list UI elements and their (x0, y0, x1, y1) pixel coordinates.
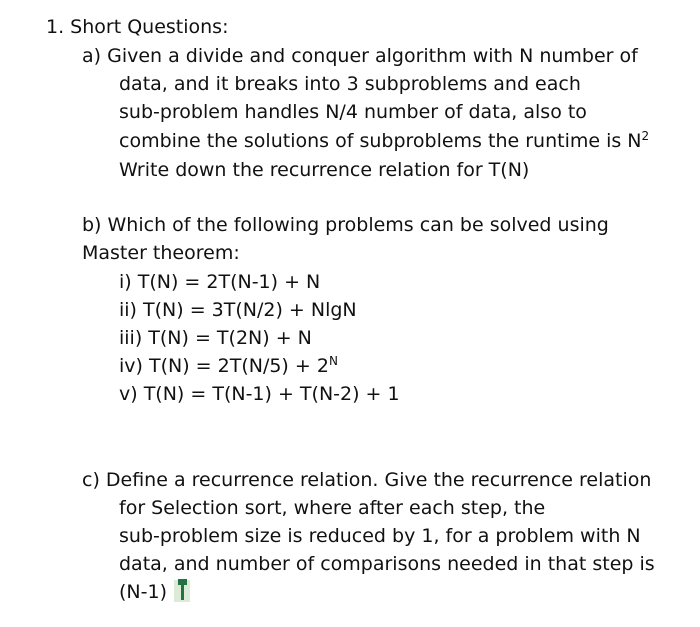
question-a-line-4-text: combine the solutions of subproblems the runtime is N (119, 130, 642, 152)
question-b-line-1: b) Which of the following problems can be solved using (82, 214, 609, 236)
question-a-exponent: 2 (641, 129, 650, 143)
option-i: i) T(N) = 2T(N-1) + N (119, 271, 321, 293)
question-c-line-5: (N-1) (119, 581, 167, 603)
question-c-line-2: for Selection sort, where after each step, the (119, 497, 546, 519)
question-a-line-3: sub-problem handles N/4 number of data, also to (119, 101, 587, 123)
question-c-line-4: data, and number of comparisons needed in that step is (119, 553, 655, 575)
option-v: v) T(N) = T(N-1) + T(N-2) + 1 (119, 383, 400, 405)
text-cursor-icon (174, 578, 190, 604)
question-a-line-1: a) Given a divide and conquer algorithm with N number of (82, 45, 638, 67)
question-a-line-4 (119, 128, 649, 154)
option-iv-exponent: N (328, 354, 338, 368)
question-b-line-2: Master theorem: (82, 242, 240, 264)
question-c-line-3: sub-problem size is reduced by 1, for a problem with N (119, 525, 641, 547)
question-c-line-1: c) Define a recurrence relation. Give the recurrence relation (82, 469, 652, 491)
section-title: 1. Short Questions: (46, 16, 229, 38)
option-iv-text: iv) T(N) = 2T(N/5) + 2 (119, 355, 329, 377)
option-ii: ii) T(N) = 3T(N/2) + NlgN (119, 299, 357, 321)
question-a-line-5: Write down the recurrence relation for T(N) (119, 159, 530, 181)
option-iii: iii) T(N) = T(2N) + N (119, 327, 312, 349)
option-iv (119, 353, 338, 379)
question-a-line-2: data, and it breaks into 3 subproblems and each (119, 73, 581, 95)
